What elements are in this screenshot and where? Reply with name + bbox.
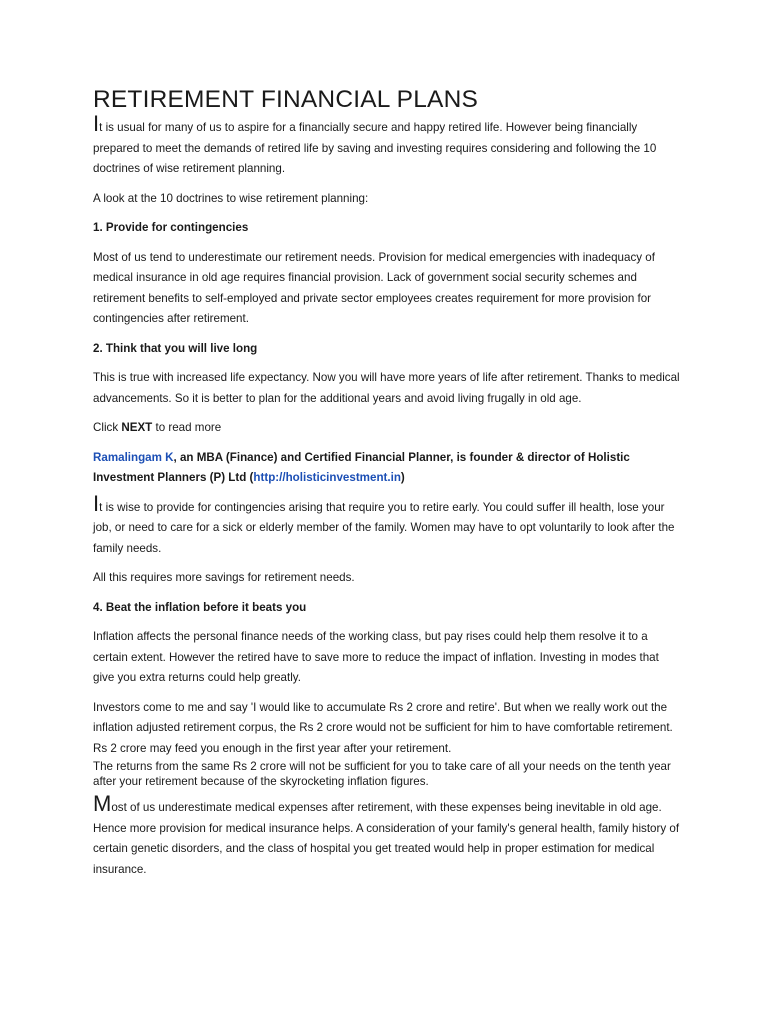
contingency-paragraph: [93, 490, 683, 560]
next-link[interactable]: NEXT: [121, 421, 153, 434]
contingency-text: t is wise to provide for contingencies arising that require you to retire early. You could suffer ill health, lose your job, or need to care for a sick or elderly member of the family. Women may have to opt voluntarily to look after the family needs.: [93, 500, 675, 555]
section2-body: This is true with increased life expectancy. Now you will have more years of life after retirement. Thanks to medical advancements. So it is better to plan for the additional years and avoid living frugally in old age.: [93, 371, 680, 405]
medical-paragraph: [93, 791, 683, 880]
section4-body3: The returns from the same Rs 2 crore will not be sufficient for you to take care of all your needs on the tenth year after your retirement because of the skyrocketing inflation figures.: [93, 760, 671, 788]
section4-heading: 4. Beat the inflation before it beats you: [93, 600, 307, 614]
lead-paragraph: A look at the 10 doctrines to wise retirement planning:: [93, 191, 369, 205]
section2-heading: 2. Think that you will live long: [93, 341, 258, 355]
section4-body2: Investors come to me and say 'I would like to accumulate Rs 2 crore and retire'. But when we really work out the inflation adjusted retirement corpus, the Rs 2 crore would not be sufficient for him to have comfortable retirement. Rs 2 crore may feed you enough in the first year after your retirement.: [93, 700, 673, 755]
section4-body1: Inflation affects the personal finance needs of the working class, but pay rises could help them resolve it to a certain extent. However the retired have to save more to reduce the impact of inflation. Investing in modes that give you extra returns could help greatly.: [93, 630, 659, 684]
author-name-link[interactable]: Ramalingam K: [93, 450, 174, 464]
intro-text: t is usual for many of us to aspire for a financially secure and happy retired life. However being financially prepared to meet the demands of retired life by saving and investing requires considering and following the 10 doctrines of wise retirement planning.: [93, 121, 657, 175]
intro-paragraph: [93, 111, 683, 180]
click-prefix: Click: [93, 421, 122, 434]
intro-dropcap: I: [93, 111, 100, 136]
savings-paragraph: All this requires more savings for retirement needs.: [93, 571, 355, 584]
author-text: , an MBA (Finance) and Certified Financial Planner, is founder & director of Holistic Investment Planners (P) Ltd (: [93, 450, 630, 484]
contingency-dropcap: I: [93, 490, 100, 516]
medical-text: ost of us underestimate medical expenses after retirement, with these expenses being inevitable in old age. Hence more provision for medical insurance helps. A consideration of your family's general health, family history of certain genetic disorders, and the class of hospital you get treated would help in proper estimation for medical insurance.: [93, 801, 680, 876]
author-url-link[interactable]: http://holisticinvestment.in: [253, 471, 401, 484]
page-title: RETIREMENT FINANCIAL PLANS: [93, 86, 479, 113]
document-content: [93, 86, 683, 889]
author-close: ): [400, 471, 405, 484]
section1-body: Most of us tend to underestimate our retirement needs. Provision for medical emergencies with inadequacy of medical insurance in old age requires financial provision. Lack of government social security schemes and retirement benefits to self-employed and private sector employees creates requirement for more provision for contingencies after retirement.: [93, 250, 655, 325]
click-suffix: to read more: [152, 421, 222, 434]
section1-heading: 1. Provide for contingencies: [93, 221, 249, 234]
click-next-paragraph: [93, 418, 683, 439]
author-paragraph: [93, 448, 683, 489]
medical-dropcap: M: [93, 791, 112, 816]
